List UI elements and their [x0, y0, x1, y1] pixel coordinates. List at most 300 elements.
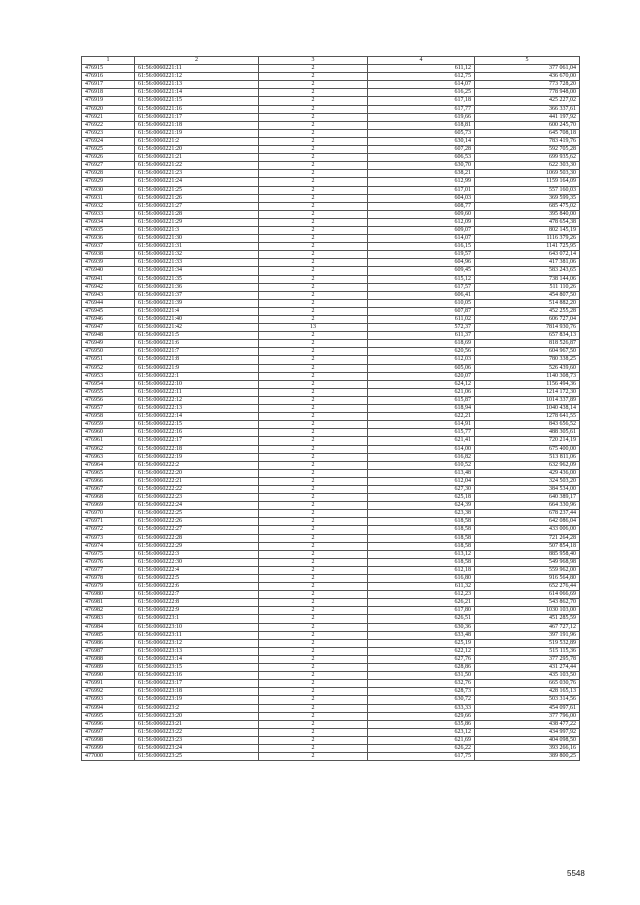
table-row: [82, 324, 580, 332]
cadastral-number-cell: 61:56:0060223:1: [135, 615, 259, 623]
type-code-cell: 13: [259, 324, 368, 332]
specific-value-cell: 619,66: [368, 113, 475, 121]
row-number-cell: 476917: [82, 81, 135, 89]
table-row: [82, 720, 580, 728]
cadastral-number-cell: 61:56:0060222:12: [135, 396, 259, 404]
table-row: [82, 413, 580, 421]
cadastral-value-cell: 514 882,20: [475, 299, 580, 307]
row-number-cell: 476992: [82, 688, 135, 696]
type-code-cell: 2: [259, 81, 368, 89]
cadastral-number-cell: 61:56:0060222:3: [135, 550, 259, 558]
type-code-cell: 2: [259, 526, 368, 534]
cadastral-number-cell: 61:56:0060222:30: [135, 558, 259, 566]
row-number-cell: 476940: [82, 267, 135, 275]
cadastral-value-cell: 640 389,17: [475, 494, 580, 502]
cadastral-value-cell: 513 811,06: [475, 453, 580, 461]
cadastral-number-cell: 61:56:0060222:21: [135, 477, 259, 485]
column-header: 3: [259, 57, 368, 65]
cadastral-number-cell: 61:56:0060221:30: [135, 235, 259, 243]
cadastral-number-cell: 61:56:0060223:13: [135, 647, 259, 655]
row-number-cell: 476976: [82, 558, 135, 566]
type-code-cell: 2: [259, 664, 368, 672]
document-sheet: [81, 56, 579, 761]
cadastral-value-cell: 721 264,28: [475, 534, 580, 542]
specific-value-cell: 617,57: [368, 283, 475, 291]
cadastral-number-cell: 61:56:0060223:2: [135, 704, 259, 712]
table-row: [82, 307, 580, 315]
row-number-cell: 476918: [82, 89, 135, 97]
type-code-cell: 2: [259, 607, 368, 615]
table-row: [82, 534, 580, 542]
column-header: 4: [368, 57, 475, 65]
table-row: [82, 728, 580, 736]
cadastral-number-cell: 61:56:0060223:15: [135, 664, 259, 672]
type-code-cell: 2: [259, 753, 368, 761]
type-code-cell: 2: [259, 364, 368, 372]
table-row: [82, 186, 580, 194]
row-number-cell: 476950: [82, 348, 135, 356]
specific-value-cell: 609,60: [368, 210, 475, 218]
specific-value-cell: 618,58: [368, 534, 475, 542]
cadastral-number-cell: 61:56:0060221:5: [135, 332, 259, 340]
row-number-cell: 476998: [82, 736, 135, 744]
table-row: [82, 65, 580, 73]
row-number-cell: 476979: [82, 583, 135, 591]
table-row: [82, 396, 580, 404]
cadastral-value-cell: 843 656,52: [475, 421, 580, 429]
type-code-cell: 2: [259, 655, 368, 663]
specific-value-cell: 633,48: [368, 631, 475, 639]
table-row: [82, 566, 580, 574]
row-number-cell: 476934: [82, 218, 135, 226]
cadastral-number-cell: 61:56:0060221:13: [135, 81, 259, 89]
specific-value-cell: 630,14: [368, 137, 475, 145]
type-code-cell: 2: [259, 372, 368, 380]
cadastral-number-cell: 61:56:0060221:28: [135, 210, 259, 218]
table-row: [82, 73, 580, 81]
row-number-cell: 476942: [82, 283, 135, 291]
specific-value-cell: 611,37: [368, 332, 475, 340]
cadastral-number-cell: 61:56:0060223:14: [135, 655, 259, 663]
cadastral-number-cell: 61:56:0060222:15: [135, 421, 259, 429]
table-row: [82, 485, 580, 493]
specific-value-cell: 624,12: [368, 380, 475, 388]
cadastral-value-cell: 377 061,04: [475, 65, 580, 73]
table-row: [82, 348, 580, 356]
specific-value-cell: 605,06: [368, 364, 475, 372]
specific-value-cell: 638,21: [368, 170, 475, 178]
specific-value-cell: 606,41: [368, 291, 475, 299]
type-code-cell: 2: [259, 396, 368, 404]
cadastral-number-cell: 61:56:0060221:16: [135, 105, 259, 113]
table-row: [82, 340, 580, 348]
row-number-cell: 476962: [82, 445, 135, 453]
row-number-cell: 476923: [82, 129, 135, 137]
cadastral-value-cell: 606 727,04: [475, 316, 580, 324]
table-row: [82, 388, 580, 396]
specific-value-cell: 625,18: [368, 494, 475, 502]
specific-value-cell: 617,80: [368, 607, 475, 615]
cadastral-value-table: [81, 56, 580, 761]
specific-value-cell: 608,77: [368, 202, 475, 210]
row-number-cell: 476916: [82, 73, 135, 81]
type-code-cell: 2: [259, 437, 368, 445]
row-number-cell: 476945: [82, 307, 135, 315]
table-row: [82, 453, 580, 461]
specific-value-cell: 612,18: [368, 566, 475, 574]
specific-value-cell: 611,12: [368, 65, 475, 73]
cadastral-number-cell: 61:56:0060221:2: [135, 137, 259, 145]
type-code-cell: 2: [259, 218, 368, 226]
cadastral-value-cell: 778 948,00: [475, 89, 580, 97]
specific-value-cell: 616,80: [368, 575, 475, 583]
type-code-cell: 2: [259, 332, 368, 340]
cadastral-value-cell: 600 245,70: [475, 121, 580, 129]
type-code-cell: 2: [259, 558, 368, 566]
type-code-cell: 2: [259, 720, 368, 728]
cadastral-number-cell: 61:56:0060221:26: [135, 194, 259, 202]
specific-value-cell: 613,12: [368, 550, 475, 558]
type-code-cell: 2: [259, 137, 368, 145]
table-row: [82, 550, 580, 558]
table-row: [82, 275, 580, 283]
cadastral-number-cell: 61:56:0060222:6: [135, 583, 259, 591]
type-code-cell: 2: [259, 186, 368, 194]
table-row: [82, 502, 580, 510]
row-number-cell: 476935: [82, 226, 135, 234]
specific-value-cell: 621,41: [368, 437, 475, 445]
table-row: [82, 599, 580, 607]
type-code-cell: 2: [259, 696, 368, 704]
specific-value-cell: 630,70: [368, 162, 475, 170]
cadastral-number-cell: 61:56:0060222:11: [135, 388, 259, 396]
row-number-cell: 476939: [82, 259, 135, 267]
cadastral-value-cell: 428 165,13: [475, 688, 580, 696]
cadastral-number-cell: 61:56:0060221:34: [135, 267, 259, 275]
cadastral-value-cell: 802 145,19: [475, 226, 580, 234]
row-number-cell: 476989: [82, 664, 135, 672]
type-code-cell: 2: [259, 113, 368, 121]
row-number-cell: 476955: [82, 388, 135, 396]
specific-value-cell: 611,32: [368, 583, 475, 591]
cadastral-value-cell: 773 728,20: [475, 81, 580, 89]
type-code-cell: 2: [259, 226, 368, 234]
specific-value-cell: 635,86: [368, 720, 475, 728]
row-number-cell: 476920: [82, 105, 135, 113]
cadastral-number-cell: 61:56:0060221:11: [135, 65, 259, 73]
cadastral-number-cell: 61:56:0060221:24: [135, 178, 259, 186]
table-row: [82, 121, 580, 129]
cadastral-value-cell: 488 305,61: [475, 429, 580, 437]
table-row: [82, 558, 580, 566]
row-number-cell: 476982: [82, 607, 135, 615]
cadastral-value-cell: 652 276,44: [475, 583, 580, 591]
cadastral-number-cell: 61:56:0060221:17: [135, 113, 259, 121]
cadastral-value-cell: 7814 930,76: [475, 324, 580, 332]
type-code-cell: 2: [259, 518, 368, 526]
cadastral-value-cell: 433 006,00: [475, 526, 580, 534]
table-row: [82, 267, 580, 275]
type-code-cell: 2: [259, 380, 368, 388]
specific-value-cell: 617,01: [368, 186, 475, 194]
table-row: [82, 243, 580, 251]
cadastral-number-cell: 61:56:0060221:21: [135, 154, 259, 162]
specific-value-cell: 620,07: [368, 372, 475, 380]
table-row: [82, 194, 580, 202]
cadastral-number-cell: 61:56:0060222:28: [135, 534, 259, 542]
type-code-cell: 2: [259, 259, 368, 267]
row-number-cell: 476925: [82, 146, 135, 154]
table-row: [82, 437, 580, 445]
specific-value-cell: 610,05: [368, 299, 475, 307]
type-code-cell: 2: [259, 485, 368, 493]
column-header: 1: [82, 57, 135, 65]
cadastral-value-cell: 592 705,28: [475, 146, 580, 154]
table-row: [82, 477, 580, 485]
row-number-cell: 476929: [82, 178, 135, 186]
specific-value-cell: 621,69: [368, 736, 475, 744]
row-number-cell: 476993: [82, 696, 135, 704]
specific-value-cell: 629,66: [368, 712, 475, 720]
cadastral-value-cell: 1156 494,36: [475, 380, 580, 388]
cadastral-value-cell: 1116 379,26: [475, 235, 580, 243]
table-row: [82, 129, 580, 137]
page-number: 5548: [567, 869, 585, 878]
cadastral-number-cell: 61:56:0060221:31: [135, 243, 259, 251]
specific-value-cell: 622,12: [368, 647, 475, 655]
table-row: [82, 218, 580, 226]
table-header-row: [82, 57, 580, 65]
cadastral-number-cell: 61:56:0060222:2: [135, 461, 259, 469]
type-code-cell: 2: [259, 445, 368, 453]
cadastral-value-cell: 642 086,04: [475, 518, 580, 526]
specific-value-cell: 616,82: [368, 453, 475, 461]
table-row: [82, 655, 580, 663]
type-code-cell: 2: [259, 647, 368, 655]
table-row: [82, 154, 580, 162]
specific-value-cell: 631,50: [368, 672, 475, 680]
row-number-cell: 476968: [82, 494, 135, 502]
type-code-cell: 2: [259, 348, 368, 356]
specific-value-cell: 621,06: [368, 388, 475, 396]
row-number-cell: 476924: [82, 137, 135, 145]
table-row: [82, 429, 580, 437]
table-row: [82, 113, 580, 121]
type-code-cell: 2: [259, 235, 368, 243]
table-row: [82, 672, 580, 680]
table-row: [82, 202, 580, 210]
cadastral-number-cell: 61:56:0060222:18: [135, 445, 259, 453]
type-code-cell: 2: [259, 73, 368, 81]
type-code-cell: 2: [259, 299, 368, 307]
cadastral-number-cell: 61:56:0060221:14: [135, 89, 259, 97]
row-number-cell: 476941: [82, 275, 135, 283]
table-row: [82, 380, 580, 388]
cadastral-value-cell: 632 962,09: [475, 461, 580, 469]
table-row: [82, 494, 580, 502]
cadastral-number-cell: 61:56:0060221:39: [135, 299, 259, 307]
table-row: [82, 583, 580, 591]
cadastral-number-cell: 61:56:0060222:10: [135, 380, 259, 388]
cadastral-value-cell: 543 862,70: [475, 599, 580, 607]
row-number-cell: 476973: [82, 534, 135, 542]
cadastral-value-cell: 384 534,00: [475, 485, 580, 493]
table-row: [82, 259, 580, 267]
table-row: [82, 631, 580, 639]
cadastral-number-cell: 61:56:0060223:24: [135, 744, 259, 752]
type-code-cell: 2: [259, 744, 368, 752]
row-number-cell: 476975: [82, 550, 135, 558]
cadastral-number-cell: 61:56:0060222:29: [135, 542, 259, 550]
specific-value-cell: 612,03: [368, 356, 475, 364]
cadastral-number-cell: 61:56:0060221:9: [135, 364, 259, 372]
row-number-cell: 476967: [82, 485, 135, 493]
cadastral-number-cell: 61:56:0060221:27: [135, 202, 259, 210]
type-code-cell: 2: [259, 283, 368, 291]
cadastral-value-cell: 1159 164,09: [475, 178, 580, 186]
cadastral-value-cell: 559 962,00: [475, 566, 580, 574]
cadastral-number-cell: 61:56:0060221:6: [135, 340, 259, 348]
row-number-cell: 476977: [82, 566, 135, 574]
cadastral-value-cell: 818 526,87: [475, 340, 580, 348]
cadastral-number-cell: 61:56:0060221:42: [135, 324, 259, 332]
table-row: [82, 736, 580, 744]
table-row: [82, 712, 580, 720]
cadastral-value-cell: 377 295,78: [475, 655, 580, 663]
cadastral-value-cell: 377 796,00: [475, 712, 580, 720]
specific-value-cell: 605,73: [368, 129, 475, 137]
type-code-cell: 2: [259, 712, 368, 720]
row-number-cell: 476986: [82, 639, 135, 647]
specific-value-cell: 614,07: [368, 81, 475, 89]
specific-value-cell: 624,39: [368, 502, 475, 510]
table-row: [82, 526, 580, 534]
cadastral-value-cell: 395 840,00: [475, 210, 580, 218]
cadastral-value-cell: 452 255,28: [475, 307, 580, 315]
specific-value-cell: 618,58: [368, 526, 475, 534]
cadastral-number-cell: 61:56:0060223:17: [135, 680, 259, 688]
type-code-cell: 2: [259, 566, 368, 574]
type-code-cell: 2: [259, 243, 368, 251]
type-code-cell: 2: [259, 65, 368, 73]
specific-value-cell: 628,86: [368, 664, 475, 672]
row-number-cell: 476938: [82, 251, 135, 259]
type-code-cell: 2: [259, 736, 368, 744]
row-number-cell: 476947: [82, 324, 135, 332]
type-code-cell: 2: [259, 251, 368, 259]
table-row: [82, 461, 580, 469]
specific-value-cell: 615,12: [368, 275, 475, 283]
cadastral-value-cell: 1141 725,95: [475, 243, 580, 251]
cadastral-number-cell: 61:56:0060223:22: [135, 728, 259, 736]
type-code-cell: 2: [259, 631, 368, 639]
cadastral-number-cell: 61:56:0060223:12: [135, 639, 259, 647]
table-row: [82, 421, 580, 429]
table-row: [82, 664, 580, 672]
row-number-cell: 476966: [82, 477, 135, 485]
cadastral-number-cell: 61:56:0060223:19: [135, 696, 259, 704]
specific-value-cell: 604,03: [368, 194, 475, 202]
row-number-cell: 476963: [82, 453, 135, 461]
specific-value-cell: 614,00: [368, 445, 475, 453]
row-number-cell: 476965: [82, 469, 135, 477]
type-code-cell: 2: [259, 429, 368, 437]
cadastral-number-cell: 61:56:0060222:13: [135, 405, 259, 413]
type-code-cell: 2: [259, 728, 368, 736]
table-row: [82, 704, 580, 712]
row-number-cell: 476930: [82, 186, 135, 194]
row-number-cell: 476927: [82, 162, 135, 170]
specific-value-cell: 617,75: [368, 753, 475, 761]
specific-value-cell: 614,07: [368, 235, 475, 243]
table-row: [82, 316, 580, 324]
row-number-cell: 476972: [82, 526, 135, 534]
type-code-cell: 2: [259, 639, 368, 647]
cadastral-value-cell: 324 503,20: [475, 477, 580, 485]
specific-value-cell: 618,81: [368, 121, 475, 129]
cadastral-value-cell: 643 072,14: [475, 251, 580, 259]
table-row: [82, 591, 580, 599]
type-code-cell: 2: [259, 89, 368, 97]
row-number-cell: 477000: [82, 753, 135, 761]
cadastral-value-cell: 557 160,03: [475, 186, 580, 194]
table-row: [82, 210, 580, 218]
type-code-cell: 2: [259, 583, 368, 591]
row-number-cell: 476969: [82, 502, 135, 510]
type-code-cell: 2: [259, 210, 368, 218]
specific-value-cell: 618,58: [368, 558, 475, 566]
cadastral-number-cell: 61:56:0060223:23: [135, 736, 259, 744]
specific-value-cell: 612,09: [368, 218, 475, 226]
type-code-cell: 2: [259, 105, 368, 113]
table-row: [82, 226, 580, 234]
cadastral-number-cell: 61:56:0060222:16: [135, 429, 259, 437]
cadastral-value-cell: 645 708,18: [475, 129, 580, 137]
cadastral-number-cell: 61:56:0060222:23: [135, 494, 259, 502]
table-row: [82, 639, 580, 647]
type-code-cell: 2: [259, 405, 368, 413]
cadastral-value-cell: 1214 172,30: [475, 388, 580, 396]
cadastral-value-cell: 738 144,06: [475, 275, 580, 283]
row-number-cell: 476981: [82, 599, 135, 607]
table-row: [82, 291, 580, 299]
cadastral-number-cell: 61:56:0060223:18: [135, 688, 259, 696]
type-code-cell: 2: [259, 542, 368, 550]
cadastral-value-cell: 454 097,61: [475, 704, 580, 712]
type-code-cell: 2: [259, 194, 368, 202]
row-number-cell: 476956: [82, 396, 135, 404]
cadastral-value-cell: 1278 641,55: [475, 413, 580, 421]
cadastral-value-cell: 438 477,22: [475, 720, 580, 728]
cadastral-value-cell: 1040 438,14: [475, 405, 580, 413]
table-row: [82, 518, 580, 526]
type-code-cell: 2: [259, 494, 368, 502]
row-number-cell: 476961: [82, 437, 135, 445]
type-code-cell: 2: [259, 469, 368, 477]
type-code-cell: 2: [259, 615, 368, 623]
row-number-cell: 476937: [82, 243, 135, 251]
row-number-cell: 476957: [82, 405, 135, 413]
type-code-cell: 2: [259, 267, 368, 275]
cadastral-number-cell: 61:56:0060221:20: [135, 146, 259, 154]
specific-value-cell: 611,02: [368, 316, 475, 324]
row-number-cell: 476932: [82, 202, 135, 210]
cadastral-number-cell: 61:56:0060221:15: [135, 97, 259, 105]
specific-value-cell: 619,57: [368, 251, 475, 259]
row-number-cell: 476953: [82, 372, 135, 380]
specific-value-cell: 618,69: [368, 340, 475, 348]
specific-value-cell: 612,04: [368, 477, 475, 485]
